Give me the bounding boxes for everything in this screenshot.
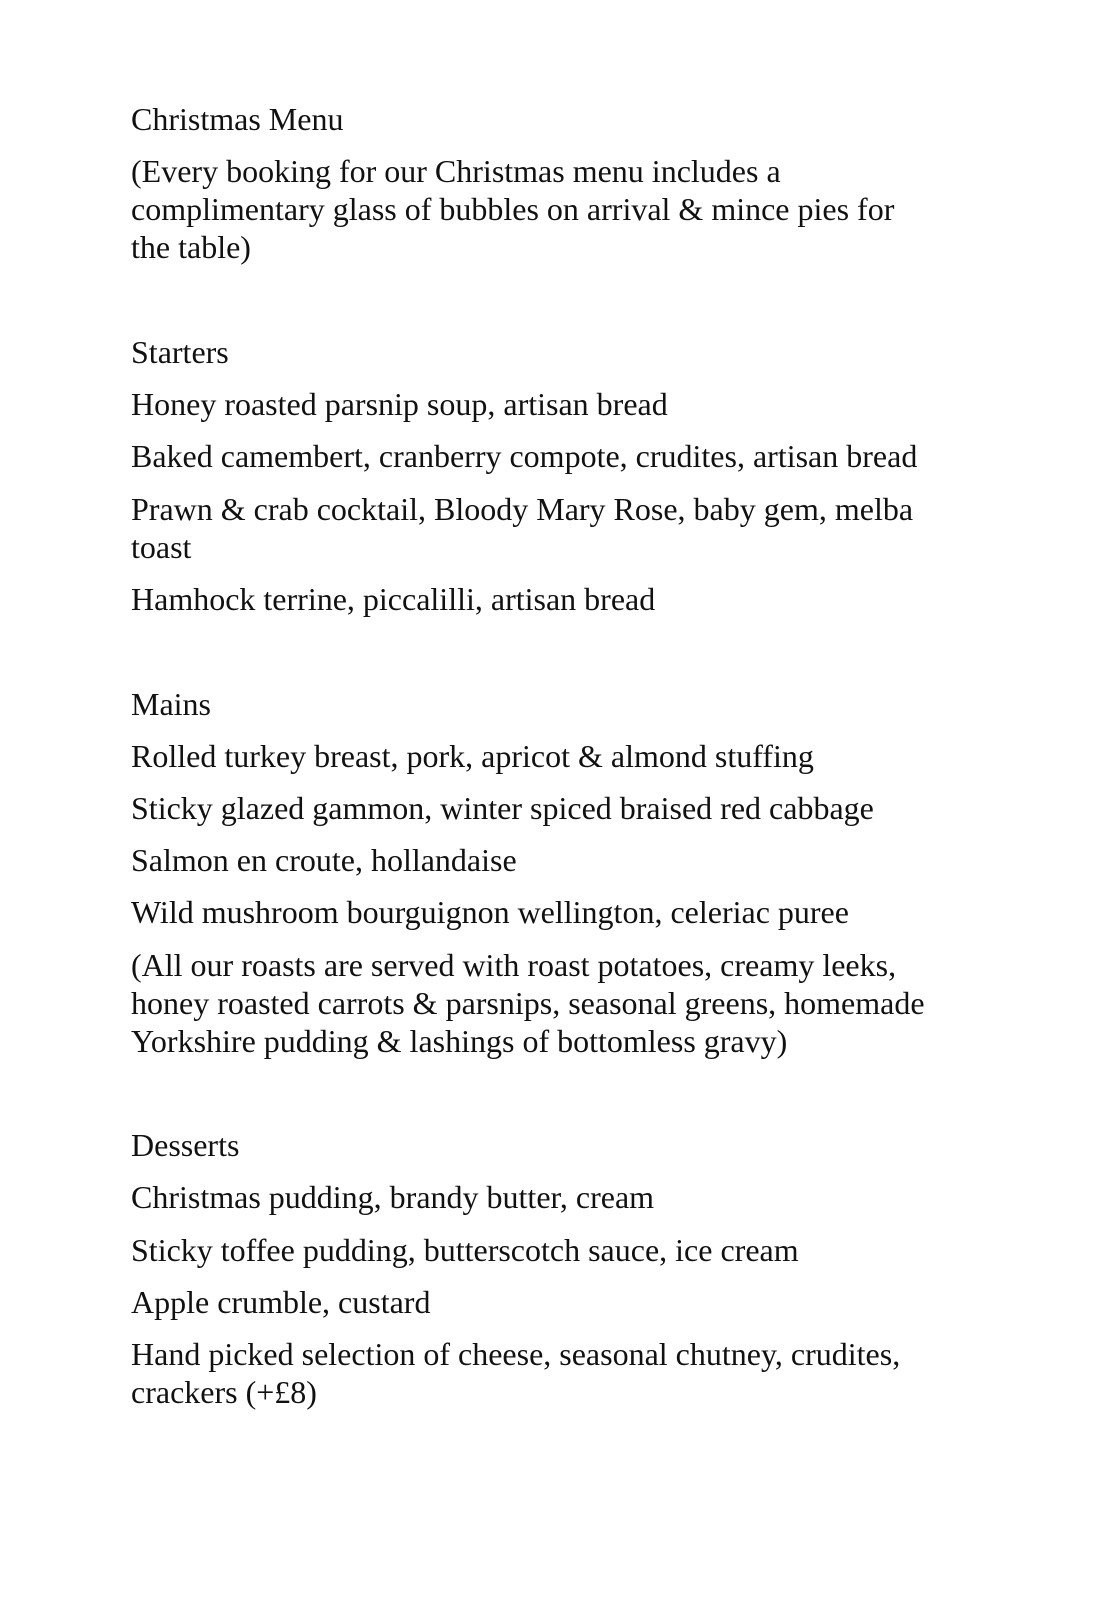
mains-note-line: Yorkshire pudding & lashings of bottomless gravy)	[131, 1023, 788, 1059]
main-item: Sticky glazed gammon, winter spiced braised red cabbage	[131, 790, 874, 826]
starters-heading: Starters	[131, 334, 229, 370]
starter-item: Baked camembert, cranberry compote, crudites, artisan bread	[131, 438, 918, 474]
mains-heading: Mains	[131, 686, 211, 722]
main-item: Rolled turkey breast, pork, apricot & almond stuffing	[131, 738, 814, 774]
intro-line: (Every booking for our Christmas menu includes a	[131, 153, 781, 189]
main-item: Wild mushroom bourguignon wellington, celeriac puree	[131, 894, 849, 930]
dessert-item: Hand picked selection of cheese, seasonal chutney, crudites, crackers (+£8)	[131, 1336, 901, 1410]
intro-line: complimentary glass of bubbles on arrival & mince pies for	[131, 191, 895, 227]
mains-note-line: honey roasted carrots & parsnips, seasonal greens, homemade	[131, 985, 925, 1021]
dessert-item: Sticky toffee pudding, butterscotch sauce, ice cream	[131, 1232, 799, 1268]
starter-item: Prawn & crab cocktail, Bloody Mary Rose, baby gem, melba toast	[131, 491, 914, 565]
mains-note-line: (All our roasts are served with roast potatoes, creamy leeks,	[131, 947, 897, 983]
dessert-item: Christmas pudding, brandy butter, cream	[131, 1179, 655, 1215]
main-item: Salmon en croute, hollandaise	[131, 842, 517, 878]
starter-item: Hamhock terrine, piccalilli, artisan bread	[131, 581, 656, 617]
menu-title: Christmas Menu	[131, 101, 344, 137]
desserts-heading: Desserts	[131, 1127, 240, 1163]
intro-line: the table)	[131, 229, 251, 265]
dessert-item: Apple crumble, custard	[131, 1284, 431, 1320]
starter-item: Honey roasted parsnip soup, artisan bread	[131, 386, 668, 422]
